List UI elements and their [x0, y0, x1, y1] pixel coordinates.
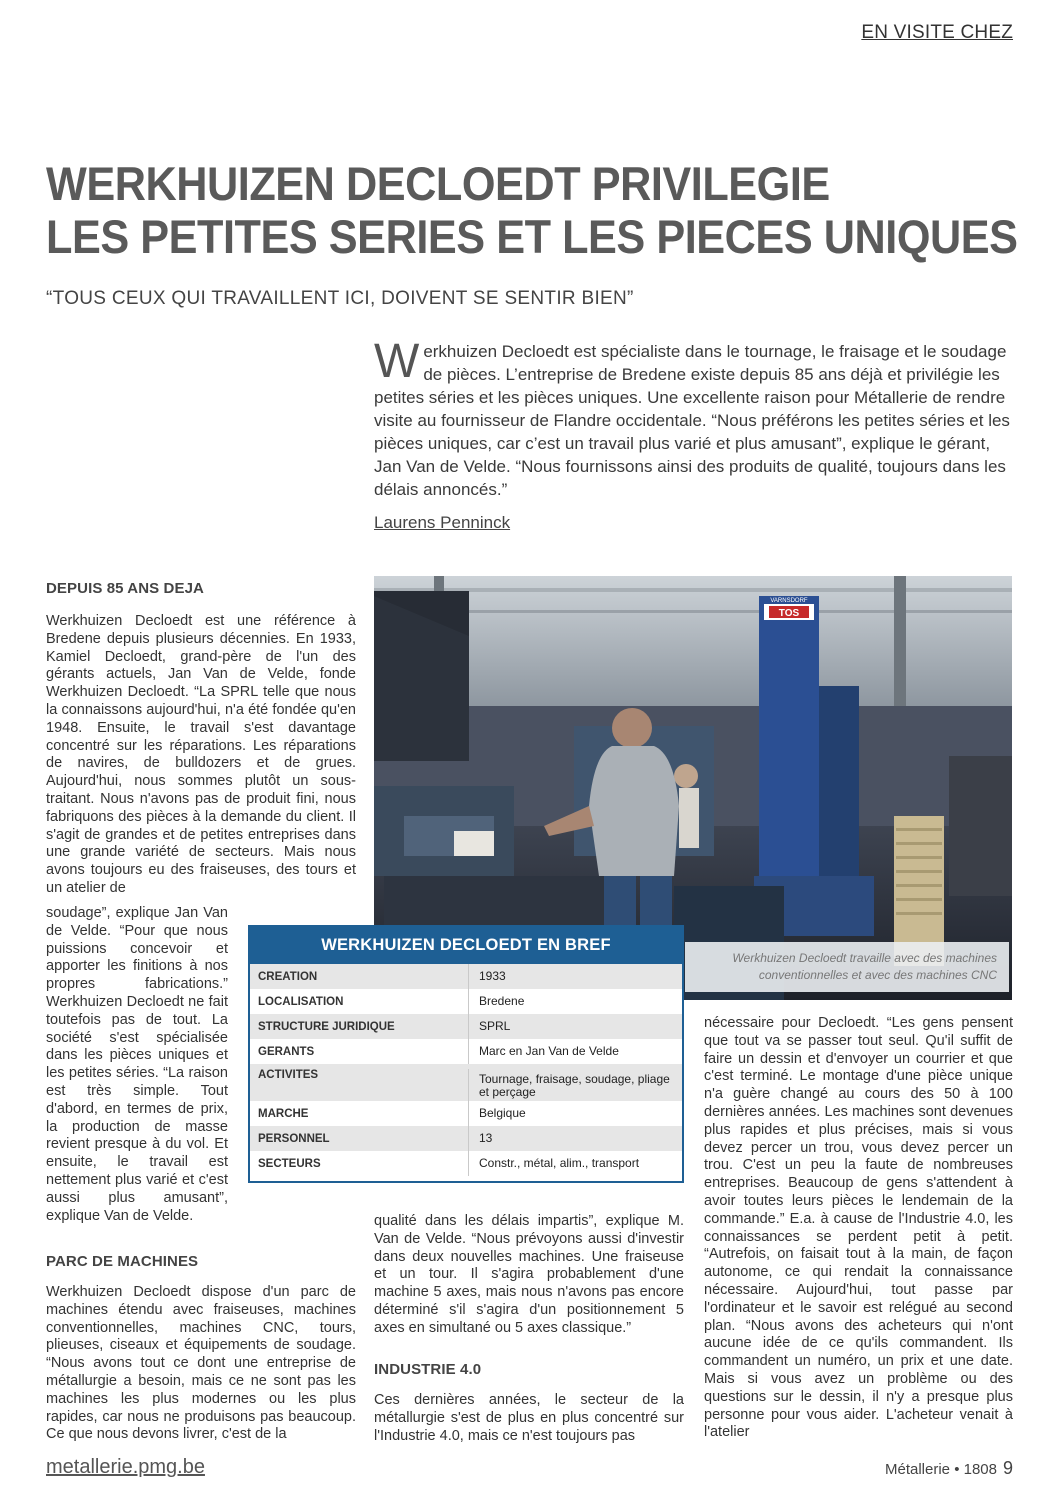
fact-row: [250, 1064, 682, 1101]
fact-row: [250, 1151, 682, 1176]
col2-text-para1: qualité dans les délais impartis”, explique M. Van de Velde. “Nous prévoyons aussi d'investir dans deux nouvelles machines. Une fraiseuse et un tour. Il s'agira probablement d'une machine 5 axes, mais nous n'avons pas encore déterminé s'il s'agira d'un positionnement 5 axes en simultané ou 5 axes classique.”: [374, 1213, 684, 1336]
fact-value: Tournage, fraisage, soudage, pliage et perçage: [468, 1069, 682, 1105]
fact-key: STRUCTURE JURIDIQUE: [258, 1020, 395, 1033]
factbox-title: WERKHUIZEN DECLOEDT EN BREF: [250, 927, 682, 964]
title-line-2: LES PETITES SERIES ET LES PIECES UNIQUES: [46, 210, 1018, 263]
photo-caption: Werkhuizen Decloedt travaille avec des machines conventionnelles et avec des machines CNC: [685, 942, 1009, 992]
fact-row: [250, 1101, 682, 1126]
fact-row: [250, 964, 682, 989]
col1-para2: [46, 1284, 356, 1444]
fact-value: Marc en Jan Van de Velde: [468, 1039, 682, 1064]
factbox-table: [250, 964, 682, 1176]
fact-row: [250, 989, 682, 1014]
col2-text-para2: Ces dernières années, le secteur de la métallurgie s'est de plus en plus concentré sur l'Industrie 4.0, mais ce n'est toujours pas: [374, 1392, 684, 1444]
author-byline[interactable]: Laurens Penninck: [374, 513, 511, 532]
fact-row: [250, 1126, 682, 1151]
col1-text-para2: Werkhuizen Decloedt dispose d'un parc de machines étendu avec fraiseuses, machines conventionnelles, machines CNC, tours, plieuses, ciseaux et équipements de soudage. “Nous avons tout ce dont une entreprise de métallurgie a besoin, mais ce ne sont pas les machines les plus modernes ou les plus rapides, car nous ne produisons pas beaucoup. Ce que nous devons livrer, c'est de la: [46, 1284, 356, 1443]
col1-para1-narrow: [46, 905, 228, 1225]
fact-value: Bredene: [468, 989, 682, 1014]
article-title: [46, 157, 1018, 263]
fact-key: PERSONNEL: [258, 1132, 330, 1145]
machine-brand-text: VARNSDORF: [770, 598, 808, 604]
section-tag: EN VISITE CHEZ: [861, 22, 1013, 43]
heading-depuis-85-ans: DEPUIS 85 ANS DEJA: [46, 580, 204, 597]
footer-url-link[interactable]: metallerie.pmg.be: [46, 1456, 205, 1478]
fact-key: CREATION: [258, 970, 318, 983]
heading-parc-de-machines: PARC DE MACHINES: [46, 1253, 199, 1270]
col2-para1: [374, 1213, 684, 1338]
article-subtitle: “TOUS CEUX QUI TRAVAILLENT ICI, DOIVENT SE SENTIR BIEN”: [46, 288, 634, 309]
machine-logo-text: TOS: [778, 608, 800, 619]
col3-text: nécessaire pour Decloedt. “Les gens pensent que tout va se passer tout seul. Qu'il suffit de faire un dessin et d'envoyer un courrier et que c'est terminé. Le montage d'une pièce unique n'a guère changé au cours des 50 à 100 dernières années. Les machines sont devenues plus rapides et plus précises, mais si vous devez percer un trou, vous devez percer un trou. C'est un peu la faute de nombreuses entreprises. Beaucoup de gens s'attendent à avoir toutes leurs pièces le lendemain de la commande.” E.a. à cause de l'Industrie 4.0, les connaissances se perdent petit à petit. “Autrefois, on faisait tout à la main, de façon autonome, ce qui rendait la connaissance nécessaire. Aujourd'hui, tout passe par l'ordinateur et le savoir est relégué au second plan. “Nous avons des acheteurs qui n'ont aucune idée de ce qu'ils commandent. Ils commandent un numéro, un prix et une date. Mais si vous avez un problème ou des questions sur le dessin, il n'y a presque plus personne pour vous aider. L'acheteur venait à l'atelier: [704, 1015, 1013, 1441]
col1-para1-top: [46, 613, 356, 898]
fact-key: SECTEURS: [258, 1157, 321, 1170]
intro-dropcap: W: [374, 335, 420, 388]
fact-key: GERANTS: [258, 1045, 315, 1058]
col2-para2: [374, 1392, 684, 1445]
fact-value: SPRL: [468, 1014, 682, 1039]
fact-key: LOCALISATION: [258, 995, 344, 1008]
col1-text-narrow: soudage”, explique Jan Van de Velde. “Pour que nous puissions concevoir et apporter les finitions à nos propres fabrications.” Werkhuizen Decloedt ne fait toutefois pas de tout. La société s'est spécialisée dans les pièces uniques et les petites séries. “La raison est très simple. Tout d'abord, en termes de prix, la production de masse revient presque à du vol. Et ensuite, le travail est nettement plus varié et c'est aussi plus amusant”, explique Van de Velde.: [46, 905, 228, 1224]
heading-industrie-4-0: INDUSTRIE 4.0: [374, 1361, 482, 1378]
fact-row: [250, 1039, 682, 1064]
footer-issue-label: Métallerie • 1808: [885, 1461, 997, 1478]
fact-row: [250, 1014, 682, 1039]
fact-value: 13: [468, 1126, 682, 1151]
footer-issue: [885, 1458, 1013, 1479]
title-line-1: WERKHUIZEN DECLOEDT PRIVILEGIE: [46, 157, 830, 210]
intro-text: erkhuizen Decloedt est spécialiste dans le tournage, le fraisage et le soudage de pièces. L’entreprise de Bredene existe depuis 85 ans déjà et privilégie les petites séries et les pièces uniques. Une excellente raison pour Métallerie de rendre visite au fournisseur de Flandre occidentale. “Nous préférons les petites séries et les pièces uniques, car c’est un travail plus varié et plus amusant”, explique le gérant, Jan Van de Velde. “Nous fournissons ainsi des produits de qualité, toujours dans les délais annoncés.”: [374, 342, 1010, 499]
fact-value: Constr., métal, alim., transport: [468, 1151, 682, 1176]
fact-value: 1933: [468, 964, 682, 989]
col3-para: [704, 1015, 1013, 1442]
intro-paragraph: [374, 335, 1014, 501]
col1-text-top: Werkhuizen Decloedt est une référence à Bredene depuis plusieurs décennies. En 1933, Kamiel Decloedt, grand-père de l'un des gérants actuels, Jan Van de Velde, fonde Werkhuizen Decloedt. “La SPRL telle que nous la connaissons aujourd'hui, n'a été fondée qu'en 1948. Ensuite, le travail s'est davantage concentré sur les réparations. Les réparations de navires, de bulldozers et de grues. Aujourd'hui, nous sommes plutôt un sous-traitant. Nous n'avons pas de produit fini, nous fabriquons des pièces à la demande du client. Il s'agit de grandes et de petites entreprises dans une grande variété de secteurs. Mais nous avons toujours eu des fraiseuses, des tours et un atelier de: [46, 613, 356, 896]
fact-value: Belgique: [468, 1101, 682, 1126]
page-number: 9: [1002, 1458, 1013, 1478]
factbox: [248, 925, 684, 1183]
fact-key: MARCHE: [258, 1107, 309, 1120]
fact-key: ACTIVITES: [258, 1069, 319, 1081]
